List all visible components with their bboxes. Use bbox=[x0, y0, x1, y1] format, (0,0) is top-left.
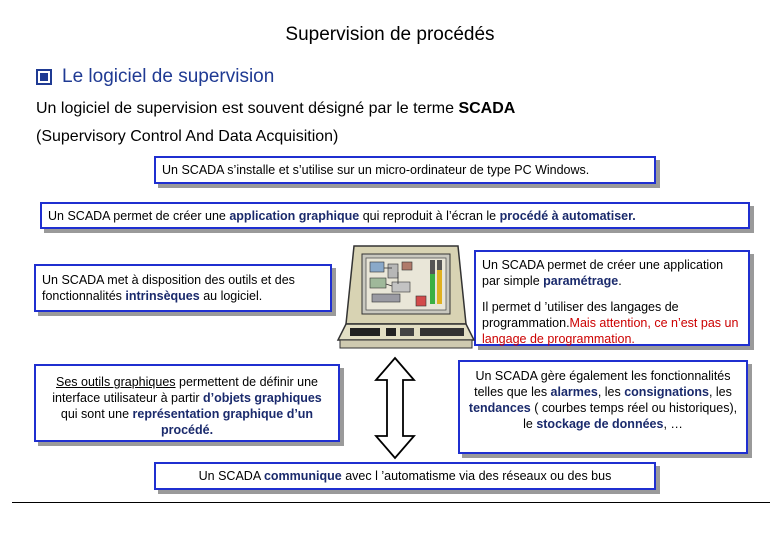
emphasis-objets: d’objets graphiques bbox=[203, 391, 322, 405]
param-line-2 bbox=[482, 299, 742, 347]
emphasis-consignations: consignations bbox=[624, 385, 709, 399]
box-param bbox=[474, 250, 750, 346]
text: qui reproduit à l’écran le bbox=[359, 209, 500, 223]
text: Un SCADA met à disposition des outils et des fonctionnalités bbox=[42, 273, 295, 303]
scada-term: SCADA bbox=[458, 100, 516, 117]
emphasis-application-graphique: application graphique bbox=[229, 209, 360, 223]
param-line-1 bbox=[482, 257, 742, 289]
box-installs bbox=[154, 156, 656, 184]
text: Un SCADA gère également les fonctionnalités telles que les bbox=[474, 369, 731, 399]
warning-text: Mais attention, ce n’est pas un langage de programmation. bbox=[482, 316, 739, 346]
text: , les bbox=[597, 385, 625, 399]
text: Un SCADA permet de créer une application par simple bbox=[482, 258, 724, 288]
emphasis-intrinseques: intrinsèques bbox=[125, 289, 200, 303]
bottom-divider bbox=[12, 502, 770, 503]
box-tools bbox=[34, 264, 332, 312]
emphasis-parametrage: paramétrage bbox=[543, 274, 619, 288]
text: Il permet d ’utiliser des langages de programmation. bbox=[482, 300, 679, 330]
section-heading bbox=[36, 66, 274, 88]
checkbox-bullet-icon bbox=[36, 69, 52, 85]
text: Un SCADA bbox=[198, 469, 264, 483]
box-installs-text: Un SCADA s’installe et s’utilise sur un micro-ordinateur de type PC Windows. bbox=[162, 163, 590, 177]
emphasis-alarmes: alarmes bbox=[550, 385, 598, 399]
text: au logiciel. bbox=[199, 289, 263, 303]
page-title: Supervision de procédés bbox=[285, 24, 495, 45]
box-graphic-app bbox=[40, 202, 750, 229]
text: . bbox=[618, 274, 622, 288]
intro-text: Un logiciel de supervision est souvent désigné par le terme bbox=[36, 100, 459, 117]
intro-line-1 bbox=[36, 100, 515, 118]
text: avec l ’automatisme via des réseaux ou des bus bbox=[341, 469, 612, 483]
double-arrow-icon bbox=[374, 356, 416, 460]
emphasis-procede: procédé à automatiser. bbox=[499, 209, 636, 223]
emphasis-tendances: tendances bbox=[468, 401, 531, 415]
scada-workstation-illustration bbox=[336, 240, 476, 352]
intro-line-2: (Supervisory Control And Data Acquisition) bbox=[36, 128, 339, 145]
emphasis-communique: communique bbox=[263, 469, 342, 483]
text: , … bbox=[663, 417, 683, 431]
text: ( courbes temps réel ou historiques), le bbox=[523, 401, 738, 431]
text: permettent de définir une interface utilisateur à partir bbox=[52, 375, 318, 405]
emphasis-stockage: stockage de données bbox=[536, 417, 664, 431]
box-features bbox=[458, 360, 748, 454]
box-graphic-tools bbox=[34, 364, 340, 442]
box-comm bbox=[154, 462, 656, 490]
text: , les bbox=[708, 385, 732, 399]
text: Un SCADA permet de créer une bbox=[48, 209, 230, 223]
underlined-outils: Ses outils graphiques bbox=[56, 375, 176, 389]
section-heading-text: Le logiciel de supervision bbox=[62, 66, 275, 87]
emphasis-representation: représentation graphique d’un procédé. bbox=[132, 407, 314, 437]
text: qui sont une bbox=[60, 407, 133, 421]
